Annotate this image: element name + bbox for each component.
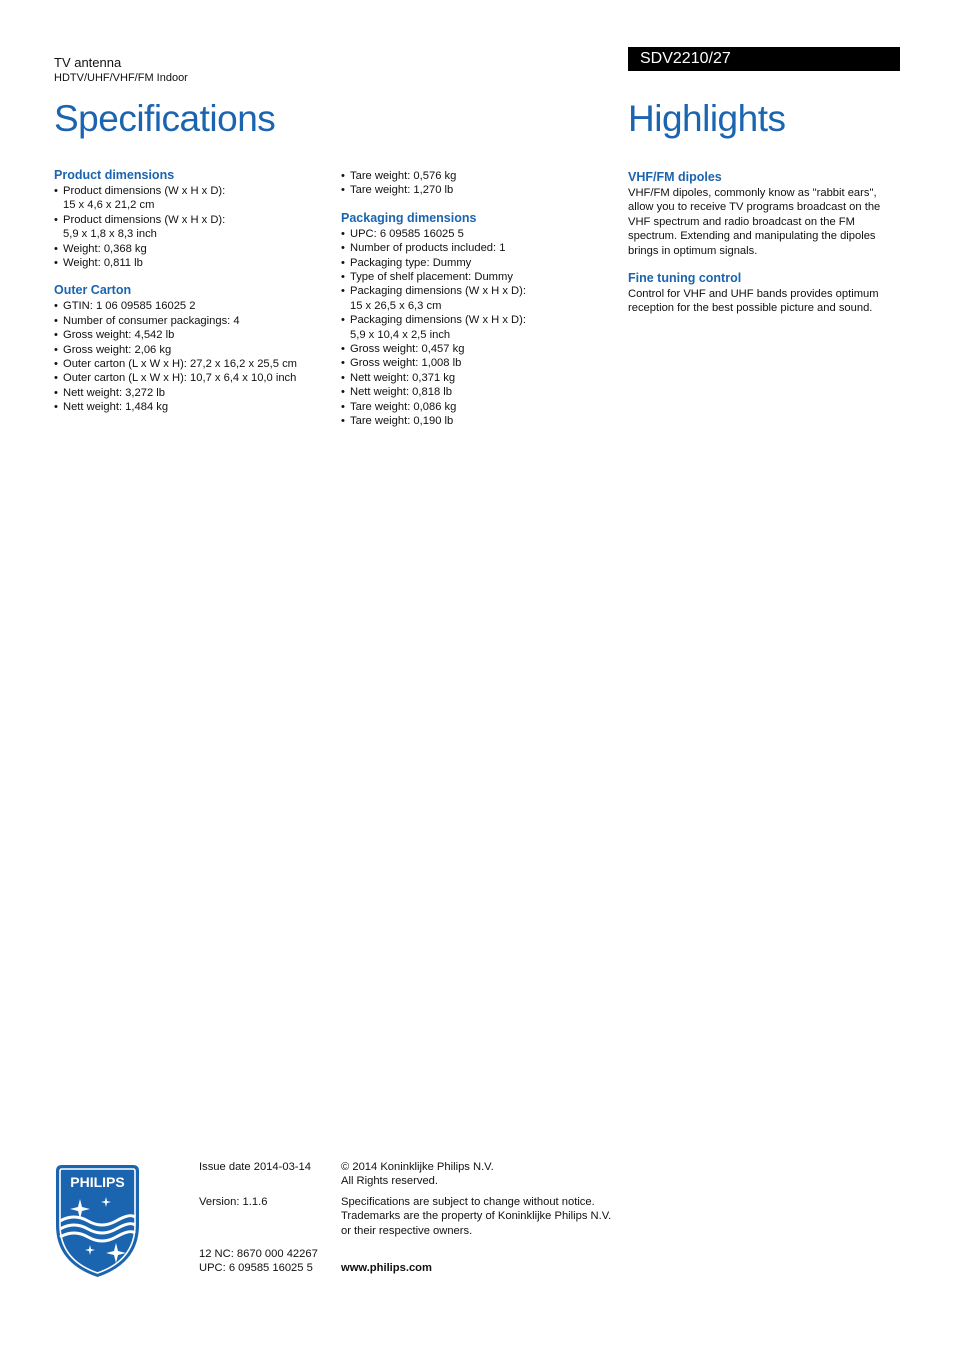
spec-item: [341, 385, 611, 399]
spec-item-text: • Product dimensions (W x H x D):: [63, 185, 226, 197]
highlight-title: VHF/FM dipoles: [628, 170, 722, 184]
highlights-title: Highlights: [628, 98, 786, 139]
notice-line: Trademarks are the property of Koninklijke Philips N.V.: [341, 1210, 612, 1223]
spec-item-text: 5,9 x 1,8 x 8,3 inch: [63, 228, 157, 241]
notice-line: Specifications are subject to change without notice.: [341, 1196, 595, 1208]
spec-list: [54, 299, 329, 414]
issue-date: Issue date 2014-03-14: [199, 1161, 311, 1173]
spec-item: [54, 256, 329, 270]
spec-item-text: • Nett weight: 0,818 lb: [350, 386, 452, 399]
spec-item-text: • Gross weight: 4,542 lb: [63, 329, 175, 342]
spec-item-text: • UPC: 6 09585 16025 5: [350, 227, 464, 240]
product-codes: [199, 1247, 318, 1276]
spec-item-text: • Number of consumer packagings: 4: [63, 314, 240, 327]
spec-item-text: • GTIN: 1 06 09585 16025 2: [63, 300, 196, 313]
spec-item: [54, 371, 329, 385]
specifications-title: Specifications: [54, 98, 276, 139]
spec-section-title: Packaging dimensions: [341, 210, 477, 225]
highlights-column: [628, 170, 900, 316]
spec-item-text: • Nett weight: 1,484 kg: [63, 401, 169, 414]
spec-item: [341, 356, 611, 370]
highlight-text-line: allow you to receive TV programs broadcast on the: [628, 201, 881, 214]
spec-item-text: • Packaging dimensions (W x H x D):: [350, 314, 526, 327]
spec-item: [54, 242, 329, 256]
spec-item: [54, 343, 329, 357]
spec-item: [54, 357, 329, 371]
highlight-title: Fine tuning control: [628, 271, 742, 286]
spec-item-text: • Weight: 0,811 lb: [63, 257, 143, 270]
spec-item-text: • Outer carton (L x W x H): 10,7 x 6,4 x 10,0 inch: [63, 372, 297, 385]
copyright-line: © 2014 Koninklijke Philips N.V.: [341, 1161, 494, 1173]
spec-item: [341, 227, 611, 241]
specs-column-left: [54, 168, 329, 415]
spec-section-title: Outer Carton: [54, 283, 132, 298]
svg-text:PHILIPS: PHILIPS: [70, 1174, 125, 1190]
highlight-text-line: spectrum. Extending and manipulating the dipoles: [628, 230, 876, 243]
spec-item: [341, 414, 611, 428]
highlight-text-line: Control for VHF and UHF bands provides optimum: [628, 288, 879, 301]
specs-column-right: [341, 169, 611, 429]
spec-item-text: • Packaging type: Dummy: [350, 256, 472, 269]
spec-item: [341, 270, 611, 284]
spec-item-text: • Weight: 0,368 kg: [63, 242, 147, 255]
spec-item: [341, 342, 611, 356]
spec-item: [341, 284, 611, 313]
spec-item-text: 15 x 4,6 x 21,2 cm: [63, 199, 155, 212]
spec-item-text: • Packaging dimensions (W x H x D):: [350, 285, 526, 298]
spec-item: [341, 371, 611, 385]
spec-item-text: • Tare weight: 0,576 kg: [350, 170, 457, 182]
spec-item-text: • Outer carton (L x W x H): 27,2 x 16,2 x 25,5 cm: [63, 358, 297, 371]
spec-item-text: • Number of products included: 1: [350, 242, 506, 255]
rights-line: All Rights reserved.: [341, 1175, 438, 1188]
spec-item-text: 15 x 26,5 x 6,3 cm: [350, 299, 442, 312]
spec-item: [341, 400, 611, 414]
spec-item: [54, 314, 329, 328]
spec-item: [54, 328, 329, 342]
spec-item-text: • Gross weight: 0,457 kg: [350, 343, 465, 356]
spec-item: [54, 400, 329, 414]
highlight-text-line: reception for the best possible picture and sound.: [628, 302, 873, 315]
spec-item: [341, 313, 611, 342]
product-name: TV antenna: [54, 55, 122, 70]
legal-notice: [341, 1195, 631, 1238]
spec-item-text: • Gross weight: 1,008 lb: [350, 357, 462, 370]
philips-shield-logo: [54, 1163, 141, 1279]
spec-item-text: • Product dimensions (W x H x D):: [63, 213, 226, 226]
spec-item: [341, 241, 611, 255]
spec-section-title: Product dimensions: [54, 168, 175, 182]
upc-code: UPC: 6 09585 16025 5: [199, 1262, 313, 1275]
spec-list: [341, 227, 611, 429]
spec-list: [54, 184, 329, 270]
spec-item: [54, 386, 329, 400]
highlight-text-line: VHF/FM dipoles, commonly know as "rabbit ears",: [628, 187, 877, 199]
website-link[interactable]: www.philips.com: [341, 1262, 432, 1274]
spec-item-text: • Nett weight: 3,272 lb: [63, 386, 165, 399]
spec-item-text: • Gross weight: 2,06 kg: [63, 343, 172, 356]
version: Version: 1.1.6: [199, 1196, 268, 1208]
spec-item-text: 5,9 x 10,4 x 2,5 inch: [350, 328, 451, 341]
model-number-bar: SDV2210/27: [628, 47, 900, 71]
highlight-text-line: VHF spectrum and radio broadcast on the FM: [628, 215, 855, 228]
copyright: [341, 1160, 621, 1189]
notice-line: or their respective owners.: [341, 1224, 473, 1237]
product-subtitle: HDTV/UHF/VHF/FM Indoor: [54, 72, 188, 84]
spec-item: [341, 256, 611, 270]
spec-item-text: • Tare weight: 0,190 lb: [350, 415, 454, 428]
spec-item-text: • Nett weight: 0,371 kg: [350, 371, 456, 384]
nc-code: 12 NC: 8670 000 42267: [199, 1248, 318, 1260]
spec-item: [54, 184, 329, 213]
spec-item-text: • Tare weight: 1,270 lb: [350, 184, 454, 197]
spec-item: [54, 299, 329, 313]
highlight-text-line: brings in optimum signals.: [628, 244, 758, 257]
spec-item: [54, 213, 329, 242]
spec-list: [341, 169, 611, 198]
spec-item-text: • Tare weight: 0,086 kg: [350, 400, 457, 413]
spec-item: [341, 169, 611, 183]
spec-item: [341, 183, 611, 197]
spec-item-text: • Type of shelf placement: Dummy: [350, 271, 513, 284]
